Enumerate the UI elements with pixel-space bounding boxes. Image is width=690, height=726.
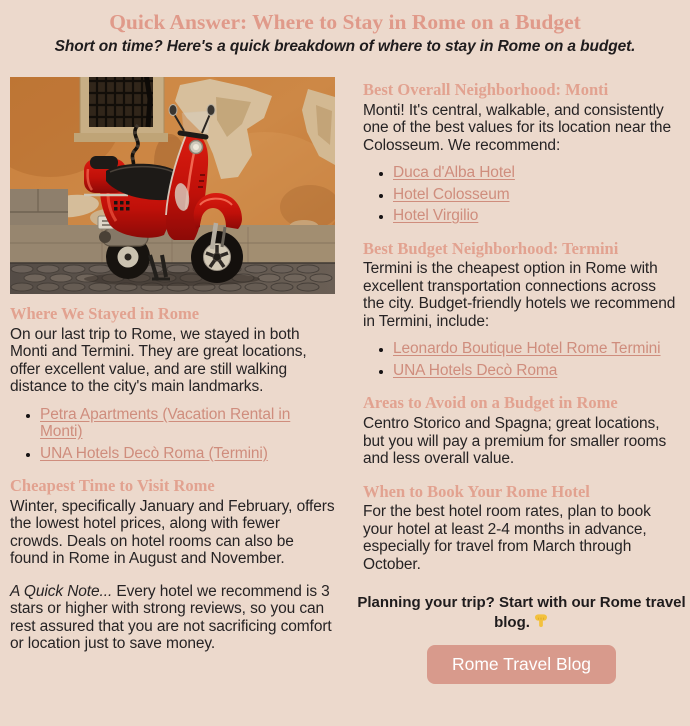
- right-column: [357, 77, 686, 685]
- list-item: [393, 340, 680, 358]
- link-una-hotels-deco-roma-termini[interactable]: UNA Hotels Decò Roma (Termini): [40, 444, 268, 462]
- link-una-hotels-deco-roma[interactable]: UNA Hotels Decò Roma: [393, 361, 558, 379]
- rome-travel-blog-button[interactable]: Rome Travel Blog: [427, 645, 616, 684]
- cta-text: [355, 593, 688, 632]
- two-column-layout: [10, 77, 686, 685]
- section-heading-when-to-book: When to Book Your Rome Hotel: [363, 481, 590, 501]
- section-body-best-overall-monti: Monti! It's central, walkable, and consistently one of the best values for its location near the Colosseum. We recommend:: [363, 101, 671, 154]
- section-heading-where-we-stayed: Where We Stayed in Rome: [10, 303, 200, 323]
- list-item: [393, 164, 680, 182]
- section-body-best-budget-termini: Termini is the cheapest option in Rome with excellent transportation connections across the city. Budget-friendly hotels we recommend in Termini, include:: [363, 260, 676, 330]
- pointing-down-hand-icon: [533, 613, 549, 629]
- link-petra-apartments[interactable]: Petra Apartments (Vacation Rental in Monti): [40, 405, 291, 441]
- link-duca-dalba-hotel[interactable]: Duca d'Alba Hotel: [393, 164, 515, 182]
- page-subtitle: Short on time? Here's a quick breakdown of where to stay in Rome on a budget.: [54, 37, 636, 55]
- section-body-where-we-stayed: On our last trip to Rome, we stayed in both Monti and Termini. They are great locations, offer excellent value, and are still walking distance to the city's main landmarks.: [10, 325, 307, 396]
- page-title: Quick Answer: Where to Stay in Rome on a Budget: [109, 10, 581, 34]
- hotel-link-list: [363, 164, 680, 225]
- link-hotel-virgilio[interactable]: Hotel Virgilio: [393, 207, 479, 225]
- list-item: [393, 186, 680, 204]
- section-heading-areas-to-avoid: Areas to Avoid on a Budget in Rome: [363, 393, 618, 413]
- rome-scooter-photo: [10, 77, 335, 294]
- cta-button-row: [363, 645, 680, 684]
- quick-note-text: Every hotel we recommend is 3 stars or higher with strong reviews, so you can rest assured that you are not sacrificing comfort or location just to save money.: [10, 582, 332, 653]
- quick-note-lead: A Quick Note...: [10, 582, 113, 600]
- section-body-when-to-book: For the best hotel room rates, plan to book your hotel at least 2-4 months in advance, especially for travel from March through October.: [363, 503, 651, 573]
- section-body-areas-to-avoid: Centro Storico and Spagna; great locations, but you will pay a premium for smaller rooms and less overall value.: [363, 415, 667, 468]
- cta-text-label: Planning your trip? Start with our Rome travel blog.: [357, 594, 686, 631]
- list-item: [393, 362, 680, 380]
- list-item: [40, 406, 335, 441]
- left-column: [10, 77, 335, 685]
- hotel-link-list: [10, 406, 335, 463]
- list-item: [40, 445, 335, 463]
- section-body-cheapest-time: Winter, specifically January and February, offers the lowest hotel prices, along with fewer crowds. Deals on hotel rooms can also be found in Rome in August and November.: [10, 497, 335, 568]
- barred-window-in-photo: [74, 77, 168, 142]
- section-heading-best-overall-monti: Best Overall Neighborhood: Monti: [363, 79, 609, 99]
- section-heading-cheapest-time: Cheapest Time to Visit Rome: [10, 476, 215, 496]
- link-hotel-colosseum[interactable]: Hotel Colosseum: [393, 185, 510, 203]
- link-leonardo-boutique-hotel[interactable]: Leonardo Boutique Hotel Rome Termini: [393, 340, 661, 358]
- quick-note: [10, 583, 335, 653]
- section-heading-best-budget-termini: Best Budget Neighborhood: Termini: [363, 238, 619, 258]
- list-item: [393, 207, 680, 225]
- hotel-link-list: [363, 340, 680, 379]
